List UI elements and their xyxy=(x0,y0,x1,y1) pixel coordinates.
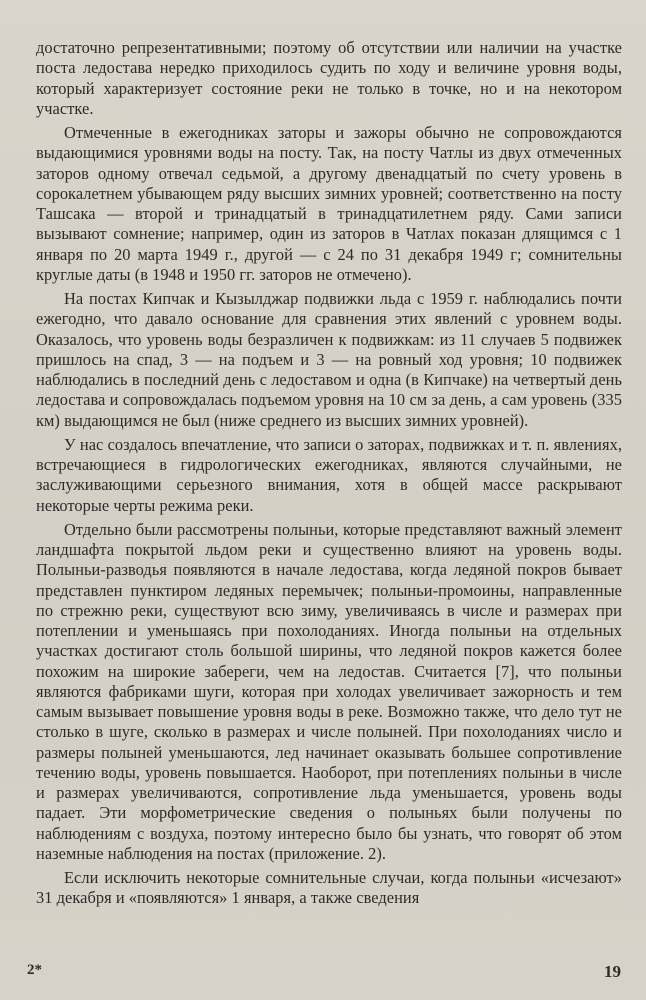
printer-signature-mark: 2* xyxy=(27,962,42,978)
body-text xyxy=(36,38,622,909)
paragraph-exceptions: Если исключить некоторые сомнительные случаи, когда полыньи «исчезают» 31 декабря и «появляются» 1 января, а также сведения xyxy=(36,868,622,908)
paragraph-zatory: Отмеченные в ежегодниках заторы и зажоры обычно не сопровождаются выдающимися уровнями воды на посту. Так, на посту Чатлы из двух отмеченных заторов одному отвечал седьмой, а другому двенадцатый по счету уровень в сорокалетнем убывающем ряду высших зимних уровней; соответственно на посту Ташсака — второй и тринадцатый в тринадцатилетнем ряду. Сами записи вызывают сомнение; например, один из заторов в Чатлах показан длящимся с 1 января по 20 марта 1949 г., другой — с 24 по 31 декабря 1949 г; сомнительны круглые даты (в 1948 и 1950 гг. заторов не отмечено). xyxy=(36,123,622,284)
paragraph-continuation: достаточно репрезентативными; поэтому об отсутствии или наличии на участке поста ледостава нередко приходилось судить по ходу и величине уровня воды, который характеризует состояние реки не только в точке, но и на некотором участке. xyxy=(36,38,622,118)
paragraph-polynyi: Отдельно были рассмотрены полыньи, которые представляют важный элемент ландшафта покрытой льдом реки и существенно влияют на уровень воды. Полыньи-разводья появляются в начале ледостава, когда ледяной покров бывает представлен пунктиром ледяных перемычек; полыньи-промоины, направленные по стрежню реки, существуют всю зиму, увеличиваясь в числе и размерах при потеплении и уменьшаясь при похолоданиях. Иногда полыньи на отдельных участках достигают столь большой ширины, что ледяной покров кажется более похожим на широкие забереги, чем на ледостав. Считается [7], что полыньи являются фабриками шуги, которая при холодах увеличивает зажорность и тем самым вызывает повышение уровня воды в реке. Возможно также, что дело тут не столько в шуге, сколько в размерах и числе полыней. При похолоданиях число и размеры полыней уменьшаются, лед начинает оказывать большее сопротивление течению воды, уровень повышается. Наоборот, при потеплениях полыньи в числе и размерах увеличиваются, сопротивление льда уменьшается, уровень воды падает. Эти морфометрические сведения о полыньях были получены по наблюдениям с воздуха, поэтому интересно было бы узнать, что говорят об этом наземные наблюдения на постах (приложение. 2). xyxy=(36,519,622,863)
paragraph-impression: У нас создалось впечатление, что записи о заторах, подвижках и т. п. явлениях, встречающиеся в гидрологических ежегодниках, являются случайными, не заслуживающими серьезного внимания, хотя в общей массе раскрывают некоторые черты режима реки. xyxy=(36,434,622,515)
paragraph-podvizhki: На постах Кипчак и Кызылджар подвижки льда с 1959 г. наблюдались почти ежегодно, что давало основание для сравнения этих явлений с уровнем воды. Оказалось, что уровень воды безразличен к подвижкам: из 11 случаев 5 подвижек пришлось на спад, 3 — на подъем и 3 — на ровный ход уровня; 10 подвижек наблюдались в последний день с ледоставом и одна (в Кипчаке) на четвертый день ледостава и сопровождалась подъемом уровня на 10 см за день, а сам уровень (335 км) выдающимся не был (ниже среднего из высших зимних уровней). xyxy=(36,289,622,430)
page-number: 19 xyxy=(604,962,621,981)
